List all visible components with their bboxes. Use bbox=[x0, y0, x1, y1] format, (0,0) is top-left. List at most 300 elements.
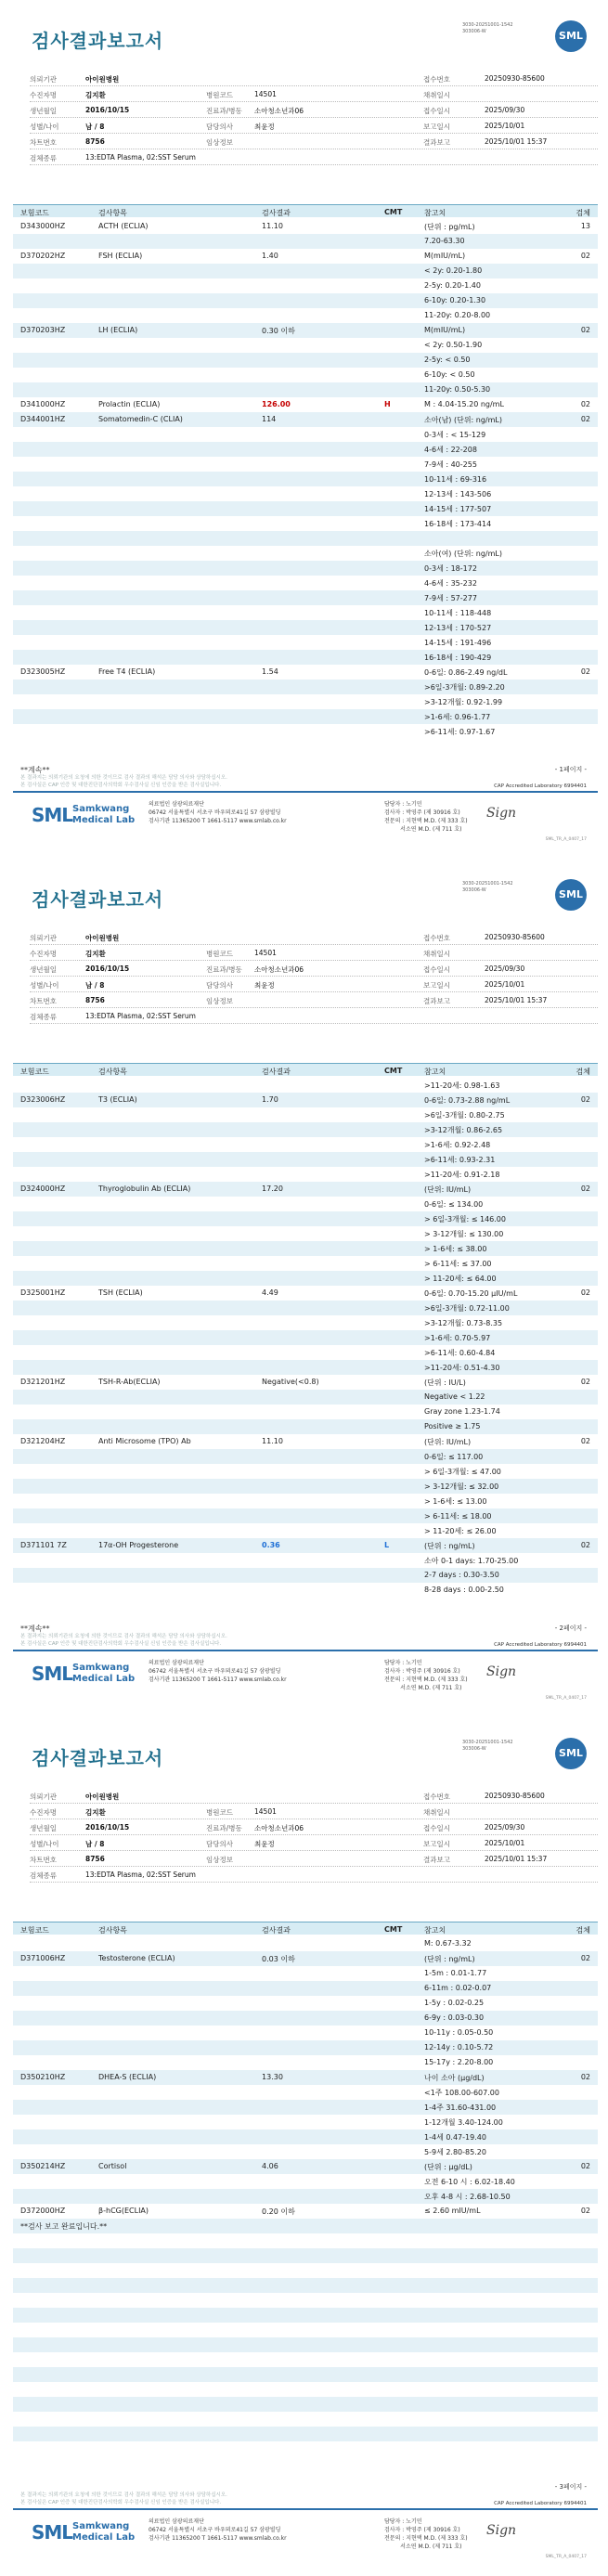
info-row bbox=[30, 1008, 598, 1024]
column-header-ref: 참고치 bbox=[424, 1926, 446, 1935]
test-result: 1.54 bbox=[262, 667, 278, 676]
info-row bbox=[30, 71, 598, 86]
table-row bbox=[13, 1449, 598, 1464]
test-result: 0.20 이하 bbox=[262, 2207, 295, 2216]
reference-range: 오후 4-8 시 : 2.68-10.50 bbox=[424, 2193, 511, 2201]
info-label-receipt_date: 접수일시 bbox=[423, 965, 450, 974]
info-label-doctor: 담당의사 bbox=[206, 1840, 233, 1848]
table-row bbox=[13, 1211, 598, 1226]
info-value-chart: 8756 bbox=[85, 137, 105, 146]
report-page bbox=[0, 859, 608, 1717]
report-title: 검사결과보고서 bbox=[32, 1747, 164, 1769]
info-label-clinical: 임상정보 bbox=[206, 1856, 233, 1864]
reference-range: >1-6세: 0.96-1.77 bbox=[424, 713, 491, 721]
cap-accreditation: CAP Accredited Laboratory 6994401 bbox=[494, 2501, 587, 2506]
column-header-item: 검사항목 bbox=[98, 209, 127, 217]
page-number: - 3페이지 - bbox=[554, 2483, 587, 2491]
test-name: β-hCG(ECLIA) bbox=[98, 2207, 149, 2215]
table-row bbox=[13, 2100, 598, 2115]
table-row bbox=[13, 486, 598, 501]
info-row bbox=[30, 977, 598, 992]
info-value-department: 소아청소년과06 bbox=[254, 1824, 304, 1832]
info-value-receipt_date: 2025/09/30 bbox=[485, 1823, 525, 1832]
info-value-ward_code: 14501 bbox=[254, 90, 277, 98]
table-row bbox=[13, 2352, 598, 2367]
reference-range: 2-5y: 0.20-1.40 bbox=[424, 281, 481, 290]
info-row bbox=[30, 1851, 598, 1867]
info-label-ward_code: 병원코드 bbox=[206, 1808, 233, 1817]
specimen-code: 02 bbox=[580, 2207, 590, 2215]
table-row bbox=[13, 501, 598, 516]
table-row bbox=[13, 694, 598, 709]
specimen-code: 02 bbox=[580, 2073, 590, 2081]
signature-image: Sign bbox=[486, 2523, 517, 2538]
test-result: 0.03 이하 bbox=[262, 1955, 295, 1963]
column-header-code: 보험코드 bbox=[20, 209, 49, 217]
test-name: Anti Microsome (TPO) Ab bbox=[98, 1437, 191, 1445]
reference-range: 1-5y : 0.02-0.25 bbox=[424, 1999, 485, 2007]
table-row bbox=[13, 219, 598, 234]
report-page bbox=[0, 0, 608, 859]
info-value-receipt_no: 20250930-85600 bbox=[485, 74, 545, 83]
test-result: 11.10 bbox=[262, 222, 283, 230]
lab-address: 의료법인 삼광의료재단 06742 서울특별시 서초구 바우뫼로41길 57 삼광빌딩 검사기관 11365200 T 1661-5117 www.smlab.co.kr bbox=[149, 1660, 287, 1683]
specimen-code: 13 bbox=[580, 222, 590, 230]
column-header-cmt: CMT bbox=[384, 208, 403, 216]
reference-range: 16-18세 : 190-429 bbox=[424, 654, 492, 662]
specimen-code: 02 bbox=[580, 2162, 590, 2170]
specimen-code: 02 bbox=[580, 1095, 590, 1104]
reference-range: >6-11세: 0.97-1.67 bbox=[424, 728, 496, 736]
info-label-report_date: 보고일시 bbox=[423, 981, 450, 990]
table-row bbox=[13, 709, 598, 724]
table-row bbox=[13, 1167, 598, 1182]
table-row bbox=[13, 2441, 598, 2456]
reference-range: 나이 소아 (μg/dL) bbox=[424, 2074, 485, 2082]
table-row bbox=[13, 1568, 598, 1583]
table-row bbox=[13, 1583, 598, 1598]
info-row bbox=[30, 945, 598, 961]
reference-range: 12-13세 : 170-527 bbox=[424, 624, 492, 632]
reference-range: > 11-20세: ≤ 26.00 bbox=[424, 1527, 497, 1535]
column-header-item: 검사항목 bbox=[98, 1926, 127, 1935]
footer-divider bbox=[13, 2508, 598, 2510]
info-label-sex_age: 성별/나이 bbox=[30, 123, 59, 131]
table-row bbox=[13, 546, 598, 561]
info-row bbox=[30, 992, 598, 1008]
table-row bbox=[13, 1152, 598, 1167]
info-row bbox=[30, 86, 598, 102]
info-label-reg_date: 채취일시 bbox=[423, 950, 450, 958]
info-label-chart: 차트번호 bbox=[30, 138, 57, 147]
test-name: ACTH (ECLIA) bbox=[98, 222, 149, 230]
reference-range: M(mIU/mL) bbox=[424, 326, 466, 334]
info-value-receipt_date: 2025/09/30 bbox=[485, 964, 525, 973]
form-number: SML_TR_A_0407_17 bbox=[545, 1696, 587, 1701]
table-row bbox=[13, 457, 598, 472]
specimen-code: 02 bbox=[580, 326, 590, 334]
document-code: 3030-20251001-1542 303006-W bbox=[462, 881, 513, 893]
test-result: 17.20 bbox=[262, 1184, 283, 1193]
form-number: SML_TR_A_0407_17 bbox=[545, 837, 587, 842]
table-row bbox=[13, 397, 598, 412]
table-row bbox=[13, 576, 598, 590]
column-header-ref: 참고치 bbox=[424, 209, 446, 217]
table-row bbox=[13, 516, 598, 531]
reference-range: 10-11세 : 118-448 bbox=[424, 609, 492, 617]
reference-range: 6-10y: < 0.50 bbox=[424, 370, 475, 379]
test-code: D350214HZ bbox=[20, 2162, 66, 2170]
test-result: Negative(<0.8) bbox=[262, 1378, 319, 1386]
patient-info-block bbox=[30, 71, 598, 165]
test-code: D321201HZ bbox=[20, 1378, 66, 1386]
test-code: D343000HZ bbox=[20, 222, 66, 230]
info-value-specimen: 13:EDTA Plasma, 02:SST Serum bbox=[85, 153, 196, 162]
info-label-receipt_date: 접수일시 bbox=[423, 107, 450, 115]
reference-range: 오전 6-10 시 : 6.02-18.40 bbox=[424, 2178, 515, 2186]
reference-range: 10-11세 : 69-316 bbox=[424, 475, 487, 484]
info-label-birth: 생년월일 bbox=[30, 1824, 57, 1832]
table-row bbox=[13, 2055, 598, 2070]
table-row bbox=[13, 427, 598, 442]
reference-range: 6-9y : 0.03-0.30 bbox=[424, 2013, 485, 2022]
column-header-specimen: 검체 bbox=[576, 1926, 590, 1935]
samkwang-logo-text: Samkwang Medical Lab bbox=[72, 1663, 136, 1684]
reference-range: 6-11m : 0.02-0.07 bbox=[424, 1984, 492, 1992]
reference-range: 10-11y : 0.05-0.50 bbox=[424, 2028, 494, 2037]
column-header-specimen: 검체 bbox=[576, 209, 590, 217]
reference-range: 0-6일: ≤ 134.00 bbox=[424, 1200, 484, 1209]
table-row bbox=[13, 1093, 598, 1107]
reference-range: > 3-12개월: ≤ 130.00 bbox=[424, 1230, 504, 1238]
info-value-report_date: 2025/10/01 bbox=[485, 122, 525, 130]
page-number: - 1페이지 - bbox=[554, 766, 587, 773]
results-table-header bbox=[13, 1922, 598, 1935]
signers-block: 담당자 : 노기민 검사자 : 박영주 (제 30916 호) 전문의 : 지현택 M.D. (제 333 호) 서소연 M.D. (제 711 호) bbox=[384, 1660, 468, 1691]
signature-image: Sign bbox=[486, 806, 517, 821]
reference-range: 2-7 days : 0.30-3.50 bbox=[424, 1571, 499, 1579]
samkwang-logo-text: Samkwang Medical Lab bbox=[72, 2521, 136, 2543]
table-row bbox=[13, 412, 598, 427]
info-row bbox=[30, 1867, 598, 1883]
column-header-result: 검사결과 bbox=[262, 1068, 291, 1076]
info-label-chart: 차트번호 bbox=[30, 997, 57, 1005]
info-label-patient: 수진자명 bbox=[30, 91, 57, 99]
info-label-ward_code: 병원코드 bbox=[206, 950, 233, 958]
test-code: D323006HZ bbox=[20, 1095, 66, 1104]
table-row bbox=[13, 2293, 598, 2308]
table-row bbox=[13, 2382, 598, 2397]
table-row bbox=[13, 442, 598, 457]
page-footer bbox=[13, 2480, 598, 2559]
info-value-receipt_no: 20250930-85600 bbox=[485, 933, 545, 941]
lab-address: 의료법인 삼광의료재단 06742 서울특별시 서초구 바우뫼로41길 57 삼광빌딩 검사기관 11365200 T 1661-5117 www.smlab.co.kr bbox=[149, 801, 287, 824]
table-row bbox=[13, 1996, 598, 2011]
reference-range: M(mIU/mL) bbox=[424, 252, 466, 260]
reference-range: > 6-11세: ≤ 37.00 bbox=[424, 1260, 492, 1268]
results-table bbox=[13, 1936, 598, 2456]
table-row bbox=[13, 1360, 598, 1375]
test-result: 1.70 bbox=[262, 1095, 278, 1104]
table-row bbox=[13, 1182, 598, 1197]
info-value-sex_age: 남 / 8 bbox=[85, 123, 105, 131]
reference-range: >6일-3개월: 0.80-2.75 bbox=[424, 1111, 505, 1120]
disclaimer-notes: 본 결과지는 의뢰기관의 요청에 의한 것이므로 검사 결과의 해석은 담당 의사와 상담하십시오. 본 검사실은 CAP 인증 및 대한진단검사의학회 우수검사실 신임 인증을 받은 검사실입니다. bbox=[20, 775, 227, 788]
table-row bbox=[13, 2011, 598, 2026]
info-row bbox=[30, 1804, 598, 1819]
info-label-department: 진료과/병동 bbox=[206, 107, 242, 115]
reference-range: 0-3세 : < 15-129 bbox=[424, 431, 486, 439]
test-name: TSH (ECLIA) bbox=[98, 1288, 143, 1297]
reference-range: 2-5y: < 0.50 bbox=[424, 356, 471, 364]
reference-range: >6일-3개월: 0.72-11.00 bbox=[424, 1304, 510, 1313]
patient-info-block bbox=[30, 1788, 598, 1883]
test-result: 126.00 bbox=[262, 400, 291, 408]
info-value-sex_age: 남 / 8 bbox=[85, 981, 105, 990]
info-value-chart: 8756 bbox=[85, 996, 105, 1004]
continue-marker: **계속** bbox=[20, 1625, 50, 1633]
cap-accreditation: CAP Accredited Laboratory 6994401 bbox=[494, 783, 587, 789]
table-row bbox=[13, 472, 598, 486]
table-row bbox=[13, 2248, 598, 2263]
test-result: 0.36 bbox=[262, 1541, 280, 1549]
reference-range: <1주 108.00-607.00 bbox=[424, 2089, 499, 2097]
reference-range: > 11-20세: ≤ 64.00 bbox=[424, 1275, 497, 1283]
table-row bbox=[13, 2278, 598, 2293]
reference-range: 0-6일: 0.86-2.49 ng/dL bbox=[424, 668, 508, 677]
info-label-chart: 차트번호 bbox=[30, 1856, 57, 1864]
reference-range: (단위: IU/mL) bbox=[424, 1438, 472, 1446]
info-value-result_date: 2025/10/01 15:37 bbox=[485, 996, 548, 1004]
reference-range: Positive ≥ 1.75 bbox=[424, 1422, 481, 1430]
table-row bbox=[13, 2427, 598, 2441]
reference-range: < 2y: 0.50-1.90 bbox=[424, 341, 483, 349]
reference-range: 0-6일: 0.70-15.20 μIU/mL bbox=[424, 1289, 518, 1298]
reference-range: 1-4주 31.60-431.00 bbox=[424, 2104, 497, 2112]
results-table bbox=[13, 219, 598, 739]
test-result: 4.06 bbox=[262, 2162, 278, 2170]
reference-range: 6-10y: 0.20-1.30 bbox=[424, 296, 486, 304]
reference-range: ≤ 2.60 mIU/mL bbox=[424, 2207, 481, 2215]
table-row bbox=[13, 1315, 598, 1330]
table-row bbox=[13, 2219, 598, 2233]
info-label-birth: 생년월일 bbox=[30, 965, 57, 974]
reference-range: Gray zone 1.23-1.74 bbox=[424, 1407, 500, 1416]
reference-range: >11-20세: 0.51-4.30 bbox=[424, 1364, 500, 1372]
info-label-report_date: 보고일시 bbox=[423, 1840, 450, 1848]
column-header-code: 보험코드 bbox=[20, 1926, 49, 1935]
table-row bbox=[13, 2204, 598, 2219]
test-name: LH (ECLIA) bbox=[98, 326, 138, 334]
table-row bbox=[13, 2367, 598, 2382]
table-row bbox=[13, 368, 598, 382]
table-row bbox=[13, 1107, 598, 1122]
page-footer bbox=[13, 1622, 598, 1701]
specimen-code: 02 bbox=[580, 1954, 590, 1962]
table-row bbox=[13, 1286, 598, 1301]
reference-range: 4-6세 : 22-208 bbox=[424, 446, 477, 454]
table-row bbox=[13, 1523, 598, 1538]
info-row bbox=[30, 1835, 598, 1851]
test-name: Thyroglobulin Ab (ECLIA) bbox=[98, 1184, 191, 1193]
samkwang-logo-icon: SML bbox=[32, 1663, 73, 1685]
test-code: D341000HZ bbox=[20, 400, 66, 408]
table-row bbox=[13, 2397, 598, 2412]
info-row bbox=[30, 1788, 598, 1804]
table-row bbox=[13, 1078, 598, 1093]
table-row bbox=[13, 1494, 598, 1508]
reference-range: 7.20-63.30 bbox=[424, 237, 465, 245]
reference-range: 1-5m : 0.01-1.77 bbox=[424, 1969, 487, 1977]
reference-range: >1-6세: 0.92-2.48 bbox=[424, 1141, 491, 1149]
info-label-patient: 수진자명 bbox=[30, 1808, 57, 1817]
test-code: D370202HZ bbox=[20, 252, 66, 260]
table-row bbox=[13, 1405, 598, 1419]
column-header-ref: 참고치 bbox=[424, 1068, 446, 1076]
table-row bbox=[13, 2085, 598, 2100]
test-name: Free T4 (ECLIA) bbox=[98, 667, 156, 676]
table-row bbox=[13, 2159, 598, 2174]
info-label-department: 진료과/병동 bbox=[206, 965, 242, 974]
samkwang-logo-text: Samkwang Medical Lab bbox=[72, 804, 136, 825]
table-row bbox=[13, 1345, 598, 1360]
report-title: 검사결과보고서 bbox=[32, 30, 164, 52]
test-code: D370203HZ bbox=[20, 326, 66, 334]
table-row bbox=[13, 338, 598, 353]
test-name: Prolactin (ECLIA) bbox=[98, 400, 161, 408]
result-flag: H bbox=[384, 400, 391, 408]
info-label-receipt_date: 접수일시 bbox=[423, 1824, 450, 1832]
test-name: TSH-R-Ab(ECLIA) bbox=[98, 1378, 161, 1386]
reference-range: 1-12개월 3.40-124.00 bbox=[424, 2118, 503, 2127]
info-label-department: 진료과/병동 bbox=[206, 1824, 242, 1832]
info-row bbox=[30, 102, 598, 118]
test-name: 17α-OH Progesterone bbox=[98, 1541, 179, 1549]
table-row bbox=[13, 293, 598, 308]
specimen-code: 02 bbox=[580, 1378, 590, 1386]
test-name: T3 (ECLIA) bbox=[98, 1095, 137, 1104]
table-row bbox=[13, 1553, 598, 1568]
specimen-code: 02 bbox=[580, 1437, 590, 1445]
info-label-hospital: 의뢰기관 bbox=[30, 75, 57, 84]
specimen-code: 02 bbox=[580, 1541, 590, 1549]
specimen-code: 02 bbox=[580, 400, 590, 408]
test-code: D321204HZ bbox=[20, 1437, 66, 1445]
info-label-clinical: 임상정보 bbox=[206, 997, 233, 1005]
reference-range: >3-12개월: 0.92-1.99 bbox=[424, 698, 503, 706]
page-footer bbox=[13, 763, 598, 842]
info-label-receipt_no: 접수번호 bbox=[423, 1793, 450, 1801]
table-row bbox=[13, 1197, 598, 1211]
reference-range: M : 4.04-15.20 ng/mL bbox=[424, 400, 504, 408]
info-row bbox=[30, 134, 598, 149]
column-header-result: 검사결과 bbox=[262, 209, 291, 217]
reference-range: >3-12개월: 0.73-8.35 bbox=[424, 1319, 503, 1327]
disclaimer-notes: 본 결과지는 의뢰기관의 요청에 의한 것이므로 검사 결과의 해석은 담당 의사와 상담하십시오. 본 검사실은 CAP 인증 및 대한진단검사의학회 우수검사실 신임 인증을 받은 검사실입니다. bbox=[20, 2492, 227, 2505]
reference-range: (단위 : pg/mL) bbox=[424, 223, 475, 231]
specimen-code: 02 bbox=[580, 415, 590, 423]
test-name: Cortisol bbox=[98, 2162, 127, 2170]
table-row bbox=[13, 605, 598, 620]
test-name: Somatomedin-C (CLIA) bbox=[98, 415, 183, 423]
reference-range: M: 0.67-3.32 bbox=[424, 1939, 472, 1948]
info-label-sex_age: 성별/나이 bbox=[30, 981, 59, 990]
reference-range: 16-18세 : 173-414 bbox=[424, 520, 492, 528]
table-row bbox=[13, 635, 598, 650]
reference-range: (단위 : μg/dL) bbox=[424, 2163, 472, 2171]
info-value-chart: 8756 bbox=[85, 1855, 105, 1863]
document-code: 3030-20251001-1542 303006-W bbox=[462, 22, 513, 34]
info-value-birth: 2016/10/15 bbox=[85, 1823, 130, 1832]
results-table-header bbox=[13, 204, 598, 217]
table-row bbox=[13, 650, 598, 665]
table-row bbox=[13, 1122, 598, 1137]
table-row bbox=[13, 2412, 598, 2427]
table-row bbox=[13, 1936, 598, 1951]
table-row bbox=[13, 2263, 598, 2278]
reference-range: 7-9세 : 57-277 bbox=[424, 594, 477, 602]
info-value-hospital: 아이원병원 bbox=[85, 75, 120, 84]
info-row bbox=[30, 118, 598, 134]
report-page bbox=[0, 1717, 608, 2576]
info-label-doctor: 담당의사 bbox=[206, 123, 233, 131]
info-value-department: 소아청소년과06 bbox=[254, 965, 304, 974]
info-row bbox=[30, 149, 598, 165]
test-result: 1.40 bbox=[262, 252, 278, 260]
test-code: D371006HZ bbox=[20, 1954, 66, 1962]
info-label-receipt_no: 접수번호 bbox=[423, 934, 450, 942]
reference-range: >6-11세: 0.93-2.31 bbox=[424, 1156, 496, 1164]
test-name: DHEA-S (ECLIA) bbox=[98, 2073, 157, 2081]
column-header-cmt: CMT bbox=[384, 1067, 403, 1075]
reference-range: 0-6일: 0.73-2.88 ng/mL bbox=[424, 1096, 511, 1105]
test-result: 114 bbox=[262, 415, 277, 423]
table-row bbox=[13, 1434, 598, 1449]
disclaimer-notes: 본 결과지는 의뢰기관의 요청에 의한 것이므로 검사 결과의 해석은 담당 의사와 상담하십시오. 본 검사실은 CAP 인증 및 대한진단검사의학회 우수검사실 신임 인증을 받은 검사실입니다. bbox=[20, 1634, 227, 1647]
table-row bbox=[13, 382, 598, 397]
sml-logo: SML bbox=[555, 879, 587, 911]
table-row bbox=[13, 2174, 598, 2189]
test-code: D323005HZ bbox=[20, 667, 66, 676]
table-row bbox=[13, 2323, 598, 2337]
lab-address: 의료법인 삼광의료재단 06742 서울특별시 서초구 바우뫼로41길 57 삼광빌딩 검사기관 11365200 T 1661-5117 www.smlab.co.kr bbox=[149, 2518, 287, 2542]
table-row bbox=[13, 249, 598, 264]
info-row bbox=[30, 929, 598, 945]
reference-range: 12-13세 : 143-506 bbox=[424, 490, 492, 498]
info-row bbox=[30, 961, 598, 977]
table-row bbox=[13, 1375, 598, 1390]
reference-range: 11-20y: 0.50-5.30 bbox=[424, 385, 491, 394]
reference-range: 14-15세 : 177-507 bbox=[424, 505, 492, 513]
info-value-hospital: 아이원병원 bbox=[85, 934, 120, 942]
table-row bbox=[13, 531, 598, 546]
reference-range: > 6일-3개월: ≤ 47.00 bbox=[424, 1468, 501, 1476]
results-table-header bbox=[13, 1063, 598, 1076]
table-row bbox=[13, 590, 598, 605]
table-row bbox=[13, 2115, 598, 2129]
table-row bbox=[13, 2308, 598, 2323]
results-table bbox=[13, 1078, 598, 1598]
document-code: 3030-20251001-1542 303006-W bbox=[462, 1740, 513, 1752]
info-label-reg_date: 채취일시 bbox=[423, 1808, 450, 1817]
table-row bbox=[13, 2129, 598, 2144]
table-row bbox=[13, 2337, 598, 2352]
test-result: 13.30 bbox=[262, 2073, 283, 2081]
reference-range: 소아(남) (단위: ng/mL) bbox=[424, 416, 502, 424]
info-value-specimen: 13:EDTA Plasma, 02:SST Serum bbox=[85, 1871, 196, 1879]
reference-range: >6-11세: 0.60-4.84 bbox=[424, 1349, 496, 1357]
table-row bbox=[13, 1241, 598, 1256]
